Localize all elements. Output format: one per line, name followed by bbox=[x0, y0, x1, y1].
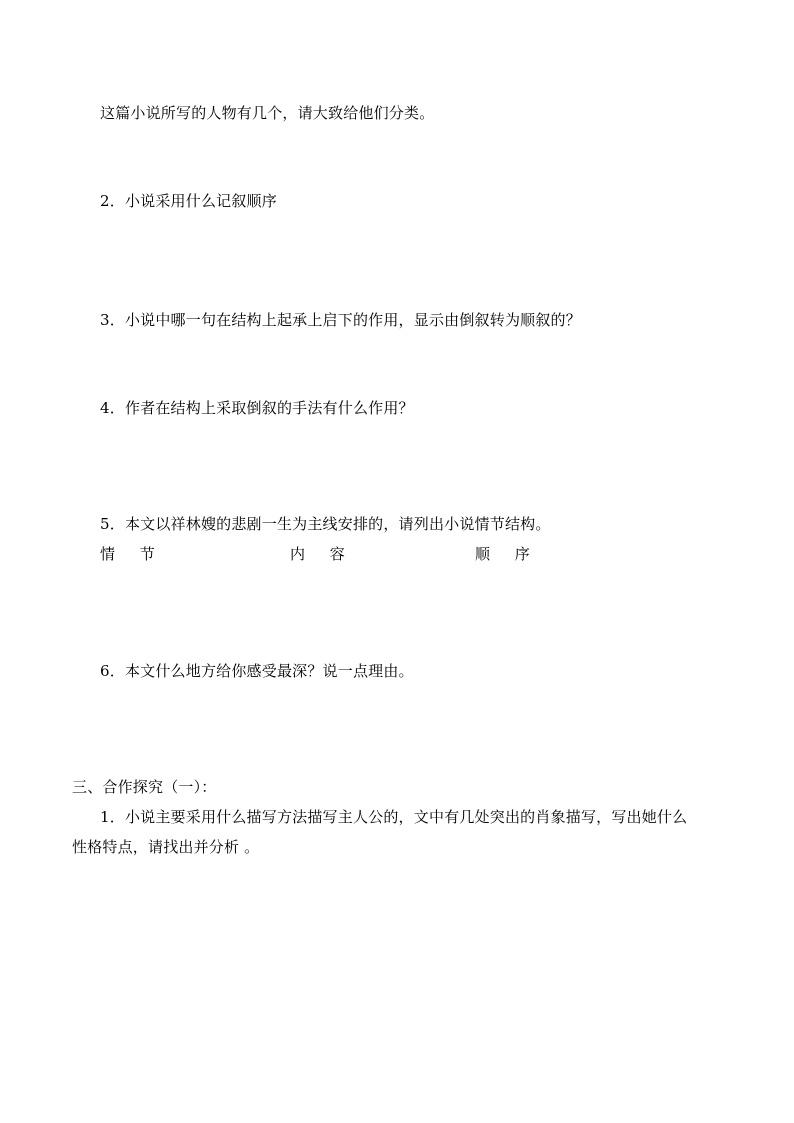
question-6-text: 6．本文什么地方给你感受最深？说一点理由。 bbox=[100, 662, 414, 680]
header-order: 顺 序 bbox=[475, 545, 540, 563]
question-3-text: 3．小说中哪一句在结构上起承上启下的作用，显示由倒叙转为顺叙的？ bbox=[100, 311, 581, 329]
header-plot: 情 节 bbox=[100, 545, 165, 563]
section-3-question-1-line-2: 性格特点，请找出并分析 。 bbox=[72, 838, 260, 856]
section-3-title: 三、合作探究（一）： bbox=[72, 778, 217, 796]
question-1-text: 这篇小说所写的人物有几个，请大致给他们分类。 bbox=[100, 104, 435, 122]
section-3-question-1-line-1: 1．小说主要采用什么描写方法描写主人公的，文中有几处突出的肖象描写，写出她什么 bbox=[100, 808, 688, 826]
header-content: 内 容 bbox=[290, 545, 355, 563]
question-2-text: 2．小说采用什么记叙顺序 bbox=[100, 192, 277, 210]
question-4-text: 4．作者在结构上采取倒叙的手法有什么作用？ bbox=[100, 399, 414, 417]
question-5-text: 5．本文以祥林嫂的悲剧一生为主线安排的，请列出小说情节结构。 bbox=[100, 515, 551, 533]
